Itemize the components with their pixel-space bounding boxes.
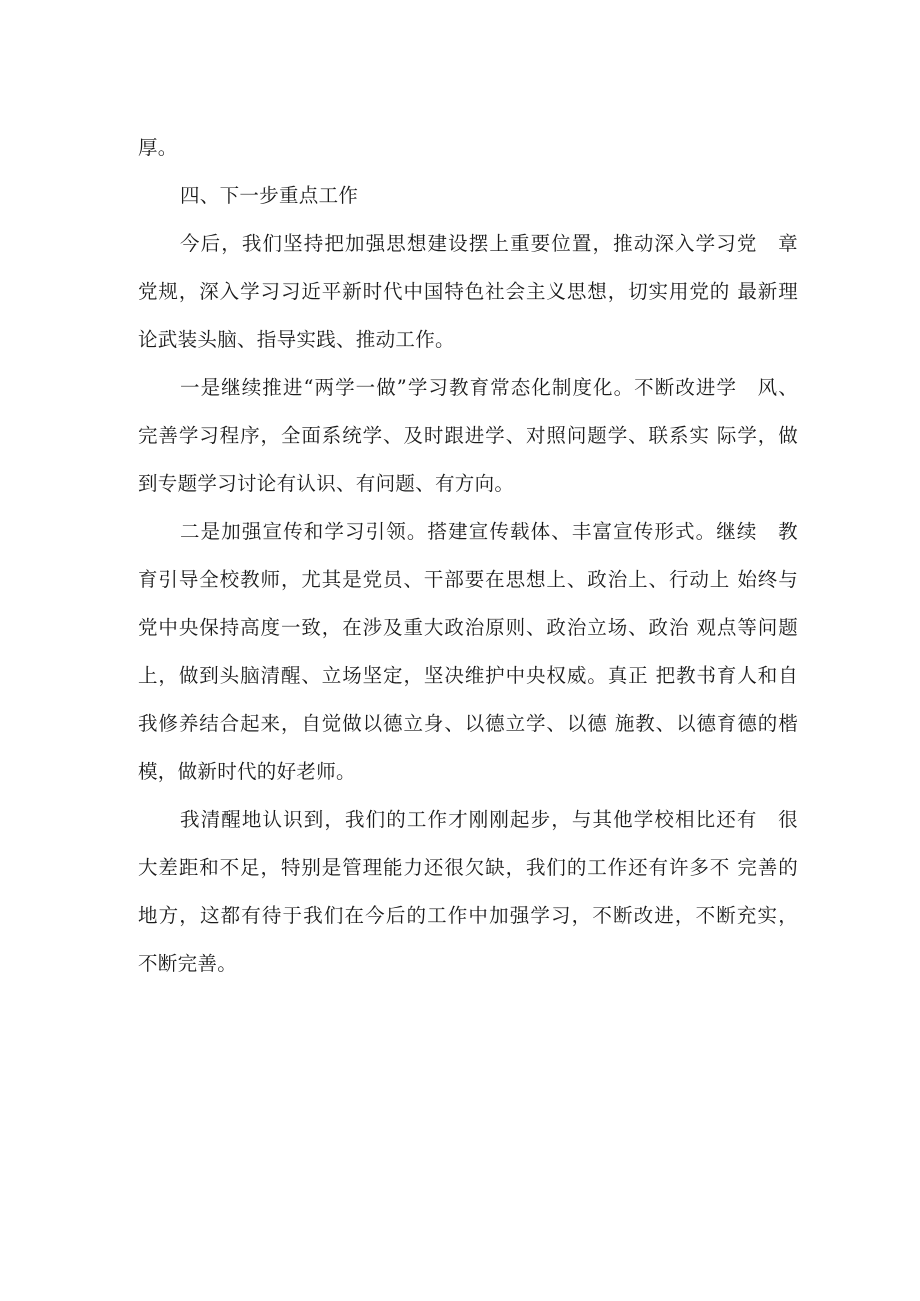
paragraph-line: 完善学习程序，全面系统学、及时跟进学、对照问题学、联系实 际学，做: [138, 424, 798, 447]
section-heading: 四、下一步重点工作: [180, 184, 359, 207]
paragraph-line: 二是加强宣传和学习引领。搭建宣传载体、丰富宣传形式。继续 教: [180, 520, 798, 543]
paragraph-line: 育引导全校教师，尤其是党员、干部要在思想上、政治上、行动上 始终与: [138, 568, 798, 591]
paragraph-line: 论武装头脑、指导实践、推动工作。: [138, 328, 455, 351]
paragraph-line: 上，做到头脑清醒、立场坚定，坚决维护中央权威。真正 把教书育人和自: [138, 664, 798, 687]
paragraph-line: 地方，这都有待于我们在今后的工作中加强学习，不断改进，不断充实，: [138, 904, 798, 927]
paragraph-line: 不断完善。: [138, 952, 238, 975]
paragraph-line: 到专题学习讨论有认识、有问题、有方向。: [138, 472, 515, 495]
paragraph-line: 今后，我们坚持把加强思想建设摆上重要位置，推动深入学习党 章: [180, 232, 798, 255]
paragraph-line: 模，做新时代的好老师。: [138, 760, 356, 783]
paragraph-line: 厚。: [138, 136, 178, 159]
paragraph-line: 党中央保持高度一致，在涉及重大政治原则、政治立场、政治 观点等问题: [138, 616, 798, 639]
paragraph-line: 大差距和不足，特别是管理能力还很欠缺，我们的工作还有许多不 完善的: [138, 856, 798, 879]
paragraph-line: 我清醒地认识到，我们的工作才刚刚起步，与其他学校相比还有 很: [180, 808, 798, 831]
paragraph-line: 党规，深入学习习近平新时代中国特色社会主义思想，切实用党的 最新理: [138, 280, 798, 303]
paragraph-line: 我修养结合起来，自觉做以德立身、以德立学、以德 施教、以德育德的楷: [138, 712, 798, 735]
paragraph-line: 一是继续推进“两学一做”学习教育常态化制度化。不断改进学 风、: [180, 376, 798, 399]
